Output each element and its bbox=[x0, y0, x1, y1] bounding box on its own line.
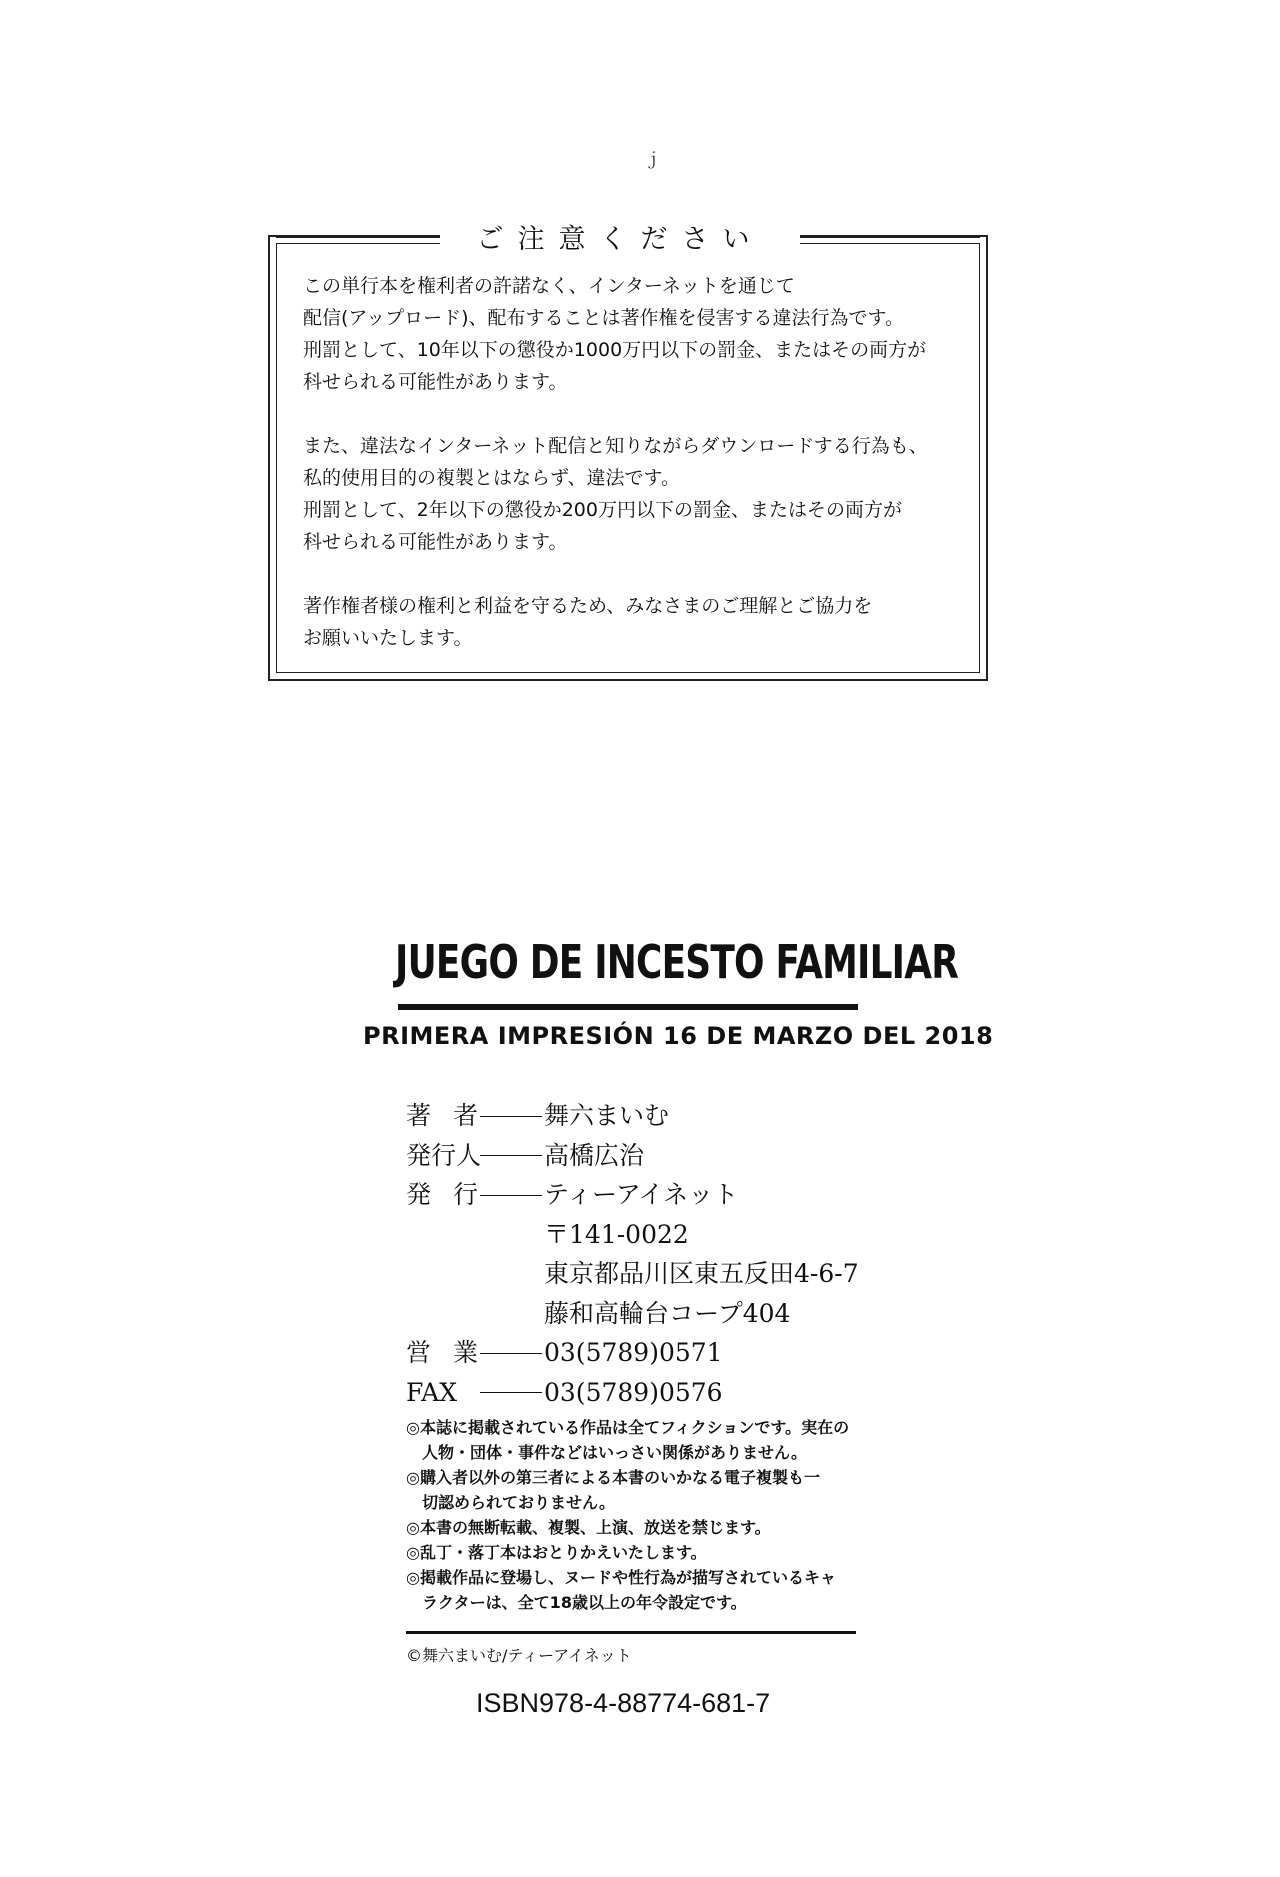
note-line: ◎購入者以外の第三者による本書のいかなる電子複製も一 bbox=[406, 1468, 820, 1487]
credits-block bbox=[406, 1096, 926, 1412]
credit-publisher bbox=[406, 1175, 926, 1215]
notice-paragraph-upload bbox=[303, 270, 973, 398]
sales-phone: 03(5789)0571 bbox=[544, 1338, 723, 1367]
notice-paragraph-request bbox=[303, 590, 973, 654]
issuer-name: 高橋広治 bbox=[544, 1140, 645, 1170]
note-line: ◎本書の無断転載、複製、上演、放送を禁じます。 bbox=[406, 1518, 771, 1537]
credit-dash bbox=[478, 1333, 544, 1373]
book-title: JUEGO DE INCESTO FAMILIAR bbox=[395, 935, 959, 989]
note-line: ラクターは、全て18歳以上の年令設定です。 bbox=[422, 1593, 747, 1612]
notice-line: 科せられる可能性があります。 bbox=[303, 371, 568, 393]
copyright-line: ©舞六まいむ/ティーアイネット bbox=[406, 1646, 632, 1665]
notice-body bbox=[303, 270, 973, 686]
credit-author bbox=[406, 1096, 926, 1136]
title-rule bbox=[398, 1004, 858, 1010]
credit-label: 著者 bbox=[406, 1101, 478, 1130]
note-line: 切認められておりません。 bbox=[422, 1493, 615, 1512]
stray-mark: ｊ bbox=[645, 149, 662, 168]
notice-title: ご注意ください bbox=[440, 222, 800, 258]
isbn: ISBN978-4-88774-681-7 bbox=[476, 1688, 771, 1718]
address-line-2: 藤和高輪台コープ404 bbox=[544, 1298, 791, 1328]
notice-title-rule-right bbox=[800, 237, 980, 244]
notice-paragraph-download bbox=[303, 430, 973, 558]
author-name: 舞六まいむ bbox=[544, 1101, 670, 1130]
notice-line: 私的使用目的の複製とはならず、違法です。 bbox=[303, 467, 680, 489]
notice-line: 刑罰として、10年以下の懲役か1000万円以下の罰金、またはその両方が bbox=[303, 339, 927, 361]
credit-dash bbox=[478, 1096, 544, 1136]
notice-line: また、違法なインターネット配信と知りながらダウンロードする行為も、 bbox=[303, 435, 928, 457]
credit-label: 発行人 bbox=[406, 1140, 482, 1170]
edition-date: PRIMERA IMPRESIÓN 16 DE MARZO DEL 2018 bbox=[363, 1022, 994, 1050]
notice-title-rule-left bbox=[276, 237, 440, 244]
notice-line: 著作権者様の権利と利益を守るため、みなさまのご理解とご協力を bbox=[303, 595, 873, 617]
credit-fax bbox=[406, 1373, 926, 1413]
legal-notes bbox=[406, 1415, 876, 1615]
credit-dash bbox=[478, 1175, 544, 1215]
credit-sales bbox=[406, 1333, 926, 1373]
note-line: 人物・団体・事件などはいっさい関係がありません。 bbox=[422, 1443, 807, 1462]
note-line: ◎乱丁・落丁本はおとりかえいたします。 bbox=[406, 1543, 707, 1562]
notice-line: お願いいたします。 bbox=[303, 627, 473, 649]
fax-number: 03(5789)0576 bbox=[544, 1377, 723, 1407]
notice-line: この単行本を権利者の許諾なく、インターネットを通じて bbox=[303, 275, 795, 297]
postal-code: 〒141-0022 bbox=[544, 1219, 689, 1249]
credit-dash bbox=[478, 1136, 544, 1176]
note-line: ◎掲載作品に登場し、ヌードや性行為が描写されているキャ bbox=[406, 1568, 836, 1587]
credit-label: FAX bbox=[406, 1377, 458, 1407]
notes-rule bbox=[406, 1631, 856, 1634]
credit-dash bbox=[478, 1373, 544, 1413]
note-line: ◎本誌に掲載されている作品は全てフィクションです。実在の bbox=[406, 1418, 850, 1437]
credit-label: 発行 bbox=[406, 1180, 478, 1209]
notice-line: 刑罰として、2年以下の懲役か200万円以下の罰金、またはその両方が bbox=[303, 499, 902, 521]
notice-line: 科せられる可能性があります。 bbox=[303, 531, 568, 553]
publisher-name: ティーアイネット bbox=[544, 1180, 739, 1209]
notice-line: 配信(アップロード)、配布することは著作権を侵害する違法行為です。 bbox=[303, 307, 904, 329]
credit-issuer bbox=[406, 1136, 926, 1176]
credit-label: 営業 bbox=[406, 1338, 478, 1367]
address-line-1: 東京都品川区東五反田4-6-7 bbox=[544, 1259, 859, 1288]
